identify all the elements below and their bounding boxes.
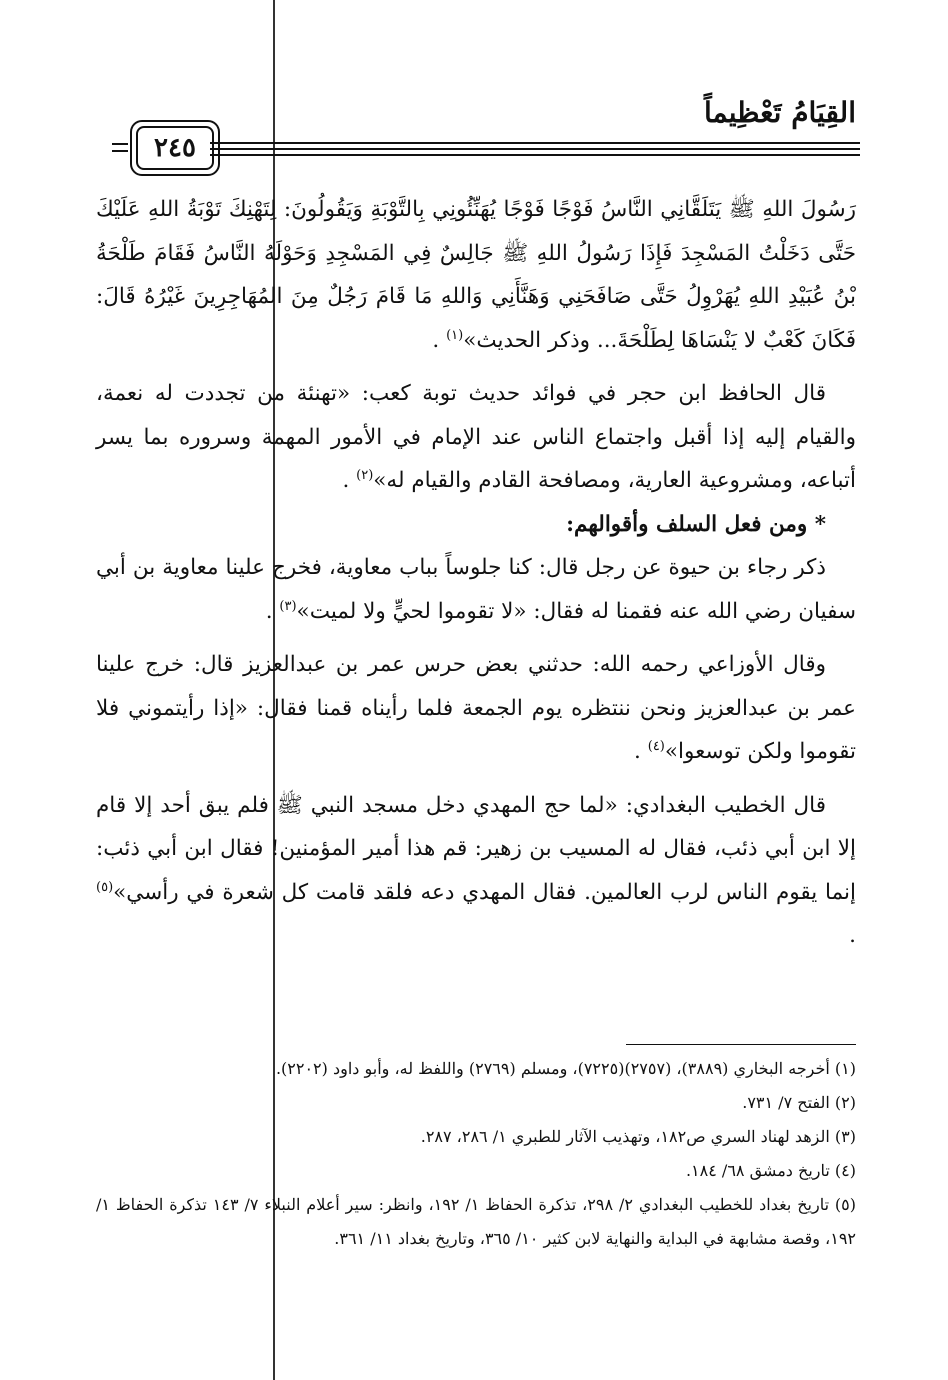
- paragraph-text: قال الحافظ ابن حجر في فوائد حديث توبة كعب: «تهنئة من تجددت له نعمة، والقيام إليه إذا أقبل واجتماع الناس عند الإمام في الأمور المهمة وسروره بما يسر أتباعه، ومشروعية العارية، ومصافحة القادم والقيام له»: [96, 381, 856, 493]
- footnote: (٣) الزهد لهناد السري ص١٨٢، وتهذيب الآثار للطبري ١/ ٢٨٦، ٢٨٧.: [420, 1127, 856, 1146]
- paragraph-awzai: [96, 643, 856, 774]
- paragraph-end: .: [432, 327, 440, 353]
- paragraph-end: .: [265, 598, 273, 624]
- footnote: (٥) تاريخ بغداد للخطيب البغدادي ٢/ ٢٩٨، تذكرة الحفاظ ١/ ١٩٢، وانظر: سير أعلام النبلاء ٧/ ١٤٣ تذكرة الحفاظ ١/ ١٩٢، وقصة مشابهة في البداية والنهاية لابن كثير ١٠/ ٣٦٥، وتاريخ بغداد ١١/ ٣٦١.: [96, 1195, 857, 1248]
- header-rule: [210, 154, 860, 156]
- paragraph-text: وقال الأوزاعي رحمه الله: حدثني بعض حرس عمر بن عبدالعزيز قال: خرج علينا عمر بن عبدالعزيز ونحن ننتظره يوم الجمعة فلما رأيناه قمنا فقال: «إذا رأيتموني فلا تقوموا ولكن توسعوا»: [96, 652, 856, 764]
- paragraph-end: .: [849, 923, 856, 948]
- footnote: (٢) الفتح ٧/ ٧٣١.: [742, 1093, 856, 1112]
- paragraph-text: ذكر رجاء بن حيوة عن رجل قال: كنا جلوساً بباب معاوية، فخرج علينا معاوية بن أبي سفيان رضي الله عنه فقمنا له فقال: «لا تقوموا لحيٍّ ولا لميت»: [96, 555, 856, 624]
- section-heading: * ومن فعل السلف وأقوالهم:: [566, 511, 826, 537]
- footnote: (١) أخرجه البخاري (٣٨٨٩)، (٢٧٥٧)(٧٢٢٥)، ومسلم (٢٧٦٩) واللفظ له، وأبو داود (٢٢٠٢).: [275, 1059, 856, 1078]
- header-rule: [210, 148, 860, 150]
- page-number-frame: [130, 120, 220, 176]
- page-number: ٢٤٥: [136, 126, 214, 170]
- footnote: (٤) تاريخ دمشق ٦٨/ ١٨٤.: [685, 1161, 856, 1180]
- paragraph-text: رَسُولَ اللهِ ﷺ يَتَلَقَّانِي النَّاسُ فَوْجًا فَوْجًا يُهَنِّئُونِي بِالتَّوْبَةِ وَيَقُولُونَ: لِتَهْنِكَ تَوْبَةُ اللهِ عَلَيْكَ حَتَّى دَخَلْتُ المَسْجِدَ فَإِذَا رَسُولُ اللهِ ﷺ جَالِسٌ فِي المَسْجِدِ وَحَوْلَهُ النَّاسُ فَقَامَ طَلْحَةُ بْنُ عُبَيْدِ اللهِ يُهَرْوِلُ حَتَّى صَافَحَنِي وَهَنَّأَنِي وَاللهِ مَا قَامَ رَجُلٌ مِنَ المُهَاجِرِينَ غَيْرُهُ قَالَ: فَكَانَ كَعْبٌ لا يَنْسَاهَا لِطَلْحَةَ... وذكر الحديث»: [96, 197, 856, 353]
- paragraph-ibn-hajar: [96, 372, 856, 503]
- main-text: [96, 188, 856, 958]
- footnotes: [96, 1052, 856, 1256]
- footnote-ref: (١): [446, 327, 464, 343]
- running-title: القِيَامُ تَعْظِيماً: [704, 96, 856, 129]
- paragraph-muawiya: [96, 546, 856, 633]
- footnote-ref: (٤): [647, 738, 665, 754]
- paragraph-text: قال الخطيب البغدادي: «لما حج المهدي دخل مسجد النبي ﷺ فلم يبق أحد إلا قام إلا ابن أبي ذئب، فقال له المسيب بن زهير: قم هذا أمير المؤمنين! فقال ابن أبي ذئب: إنما يقوم الناس لرب العالمين. فقال المهدي دعه فلقد قامت كل شعرة في رأسي»: [96, 792, 856, 905]
- paragraph-khatib: [96, 784, 856, 958]
- footnote-ref: (٣): [279, 598, 297, 614]
- footnote-ref: (٢): [356, 467, 374, 483]
- paragraph-hadith: [96, 188, 856, 362]
- paragraph-end: .: [342, 468, 350, 493]
- footnote-ref: (٥): [96, 879, 114, 895]
- page-number-ornament: [112, 150, 128, 152]
- page-number-ornament: [112, 143, 128, 145]
- header-rule: [210, 142, 860, 144]
- footnote-separator: [626, 1044, 856, 1045]
- paragraph-end: .: [634, 739, 641, 764]
